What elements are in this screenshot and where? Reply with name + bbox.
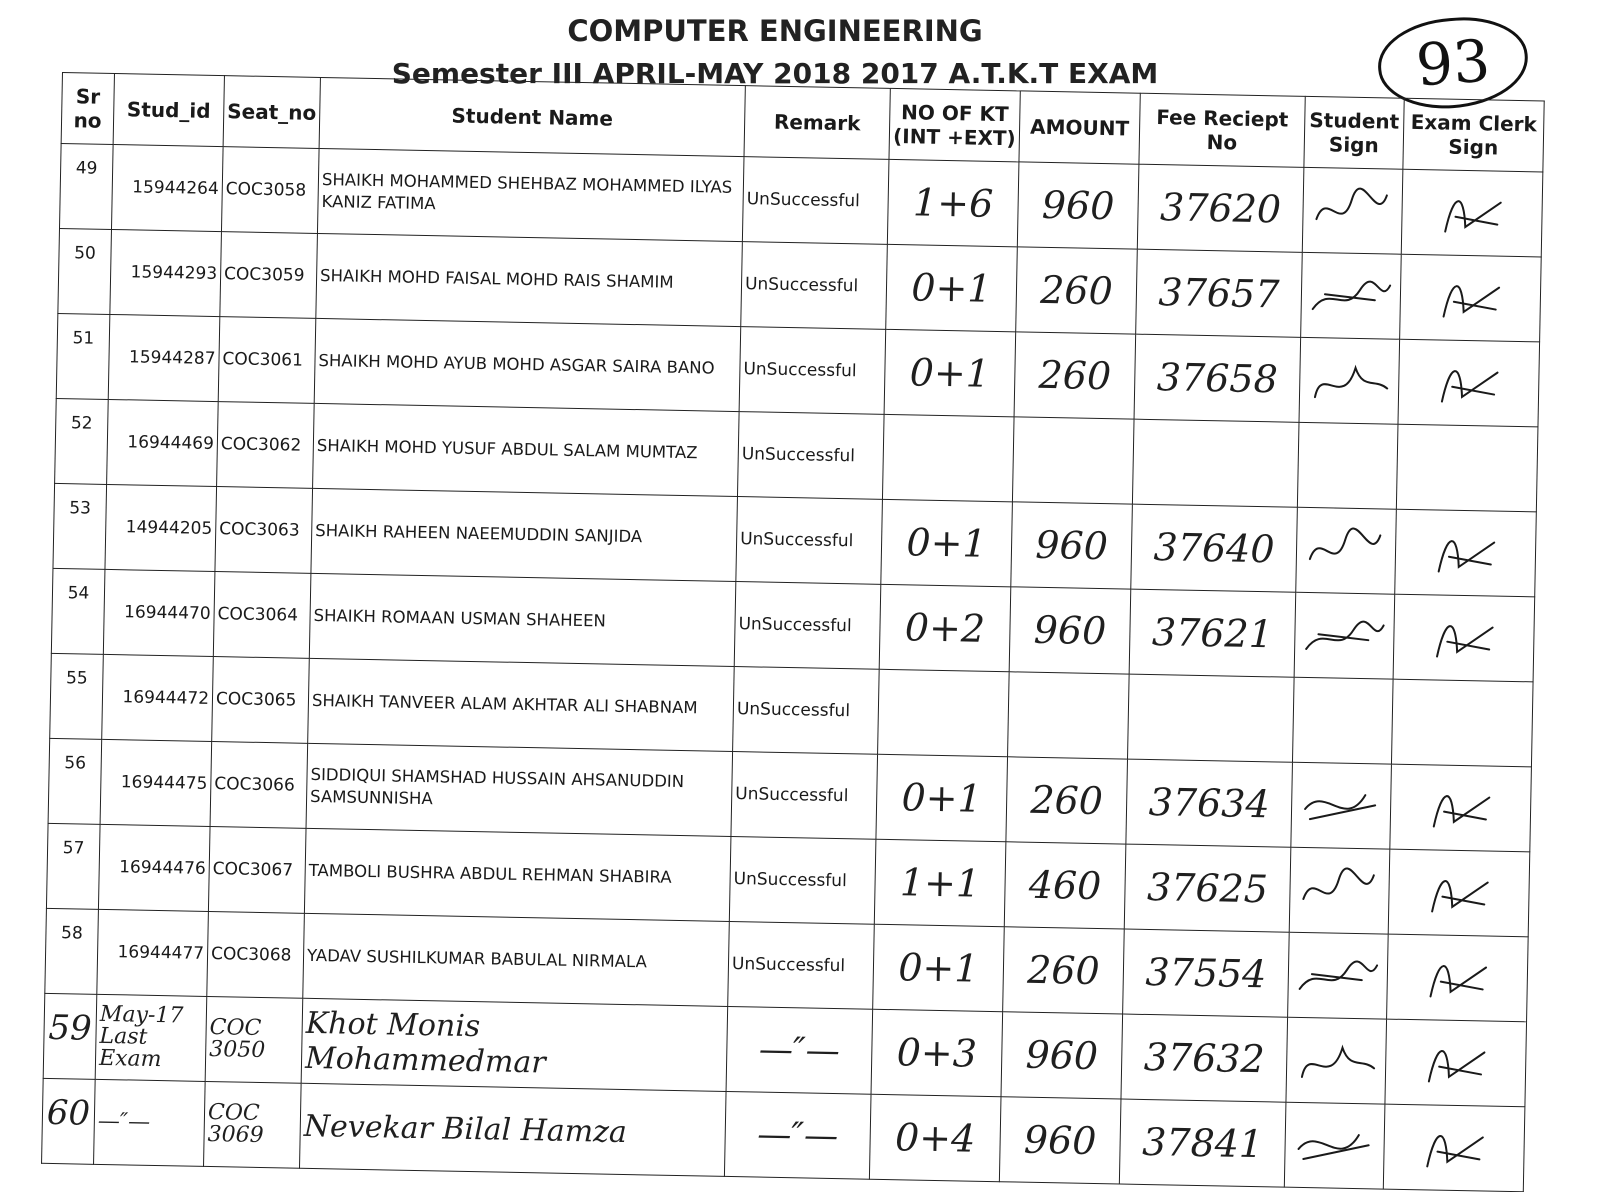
- cell-student-name: YADAV SUSHILKUMAR BABULAL NIRMALA: [303, 913, 730, 1006]
- cell-amount: 960: [1009, 587, 1131, 674]
- cell-stud-id: 15944287: [108, 314, 220, 401]
- cell-sr-no: 50: [58, 228, 112, 314]
- signature-stroke: [1316, 188, 1387, 221]
- cell-remark: UnSuccessful: [742, 157, 889, 245]
- signature-icon: [1397, 606, 1530, 671]
- signature-stroke: [1434, 796, 1490, 828]
- cell-student-sign: [1284, 1102, 1385, 1189]
- cell-sr-no: 52: [55, 398, 109, 484]
- cell-remark: —″—: [726, 1006, 873, 1094]
- cell-kt: 0+1: [881, 499, 1013, 586]
- cell-kt: 0+1: [886, 244, 1018, 331]
- cell-amount: 960: [999, 1097, 1121, 1184]
- cell-kt: 0+1: [873, 924, 1005, 1011]
- signature-stroke: [1427, 1136, 1483, 1168]
- cell-remark: UnSuccessful: [741, 242, 888, 330]
- cell-clerk-sign: [1393, 594, 1535, 682]
- header-amount: AMOUNT: [1019, 91, 1140, 164]
- cell-student-name: SHAIKH MOHD FAISAL MOHD RAIS SHAMIM: [316, 233, 743, 326]
- header-fee-receipt: Fee Reciept No: [1139, 93, 1305, 167]
- cell-student-name: SHAIKH MOHD YUSUF ABDUL SALAM MUMTAZ: [313, 403, 740, 496]
- cell-seat-no: COC3059: [220, 232, 318, 319]
- cell-remark: UnSuccessful: [739, 327, 886, 415]
- cell-seat-no: COC3066: [210, 741, 308, 828]
- cell-student-name: SHAIKH MOHD AYUB MOHD ASGAR SAIRA BANO: [314, 318, 741, 411]
- header-sr-no: Sr no: [61, 73, 114, 145]
- cell-fee-receipt: 37657: [1136, 249, 1303, 337]
- cell-amount: 260: [1014, 332, 1136, 419]
- cell-fee-receipt: 37634: [1126, 759, 1293, 847]
- page-number-mark: 93: [1375, 13, 1531, 113]
- signature-stroke: [1298, 1134, 1368, 1160]
- signature-stroke: [1313, 281, 1391, 311]
- signature-stroke: [1305, 794, 1375, 820]
- cell-sr-no: 57: [46, 823, 100, 909]
- signature-icon: [1387, 1116, 1520, 1181]
- cell-kt: 0+1: [884, 329, 1016, 416]
- cell-seat-no: COC3065: [212, 657, 310, 744]
- cell-kt: 0+3: [871, 1009, 1003, 1096]
- cell-sr-no: 54: [51, 568, 105, 654]
- cell-student-name: SHAIKH TANVEER ALAM AKHTAR ALI SHABNAM: [308, 658, 735, 751]
- cell-student-sign: [1288, 932, 1389, 1019]
- cell-student-sign: [1302, 167, 1403, 254]
- signature-stroke: [1303, 868, 1374, 901]
- signature-stroke: [1300, 960, 1378, 990]
- header-remark: Remark: [744, 86, 890, 160]
- cell-clerk-sign: [1387, 934, 1529, 1022]
- signature-stroke: [1431, 966, 1487, 998]
- cell-fee-receipt: 37658: [1134, 334, 1301, 422]
- signature-icon: [1389, 1031, 1522, 1096]
- cell-clerk-sign: [1391, 679, 1533, 767]
- cell-clerk-sign: [1395, 509, 1537, 597]
- signature-stroke: [1302, 1047, 1375, 1078]
- signature-stroke: [1432, 881, 1488, 913]
- cell-student-sign: [1301, 252, 1402, 339]
- cell-amount: [1008, 672, 1130, 759]
- cell-fee-receipt: 37625: [1124, 844, 1291, 932]
- cell-seat-no: COC3061: [218, 317, 316, 404]
- signature-icon: [1398, 521, 1531, 586]
- cell-student-name: SHAIKH ROMAAN USMAN SHAHEEN: [309, 573, 736, 666]
- cell-sr-no: 53: [53, 483, 107, 569]
- signature-stroke: [1439, 541, 1495, 573]
- cell-seat-no: COC3064: [213, 572, 311, 659]
- signature-stroke: [1429, 1051, 1485, 1083]
- cell-clerk-sign: [1385, 1019, 1527, 1107]
- cell-sr-no: 55: [50, 653, 104, 739]
- cell-clerk-sign: [1400, 254, 1542, 342]
- cell-student-name: Khot Monis Mohammedmar: [301, 998, 728, 1091]
- cell-clerk-sign: [1398, 339, 1540, 427]
- cell-student-sign: [1286, 1017, 1387, 1104]
- cell-kt: 0+1: [876, 754, 1008, 841]
- cell-seat-no: COC3058: [221, 147, 319, 234]
- header-student-sign: Student Sign: [1304, 96, 1404, 169]
- cell-stud-id: 15944264: [111, 144, 223, 231]
- table-body: [42, 143, 1543, 1191]
- cell-kt: [882, 414, 1014, 501]
- cell-kt: [878, 669, 1010, 756]
- cell-fee-receipt: 37620: [1137, 164, 1304, 252]
- student-table: [41, 72, 1545, 1192]
- cell-amount: 460: [1004, 842, 1126, 929]
- cell-stud-id: 16944477: [97, 909, 209, 996]
- header-seat-no: Seat_no: [223, 76, 320, 149]
- cell-kt: 1+1: [874, 839, 1006, 926]
- cell-fee-receipt: [1128, 674, 1295, 762]
- signature-icon: [1291, 944, 1384, 1008]
- signature-stroke: [1444, 286, 1500, 318]
- cell-amount: 960: [1011, 502, 1133, 589]
- cell-fee-receipt: 37640: [1131, 504, 1298, 592]
- page-title: COMPUTER ENGINEERING: [567, 14, 983, 48]
- cell-student-sign: [1296, 507, 1397, 594]
- cell-stud-id: May-17 Last Exam: [95, 994, 207, 1081]
- cell-remark: UnSuccessful: [731, 751, 878, 839]
- signature-icon: [1390, 946, 1523, 1011]
- cell-clerk-sign: [1390, 764, 1532, 852]
- signature-icon: [1402, 351, 1535, 416]
- header-student-name: Student Name: [319, 77, 745, 156]
- cell-stud-id: 14944205: [105, 484, 217, 571]
- cell-remark: UnSuccessful: [734, 582, 881, 670]
- cell-seat-no: COC3063: [215, 487, 313, 574]
- cell-remark: UnSuccessful: [733, 667, 880, 755]
- cell-seat-no: COC 3050: [205, 996, 303, 1083]
- cell-stud-id: 16944475: [100, 739, 212, 826]
- cell-student-sign: [1292, 677, 1393, 764]
- cell-student-name: SHAIKH RAHEEN NAEEMUDDIN SANJIDA: [311, 488, 738, 581]
- cell-sr-no: 51: [56, 313, 110, 399]
- header-kt: NO OF KT (INT +EXT): [889, 88, 1020, 161]
- cell-seat-no: COC3067: [208, 826, 306, 913]
- cell-amount: 960: [1017, 162, 1139, 249]
- cell-remark: —″—: [724, 1091, 871, 1179]
- cell-fee-receipt: 37632: [1121, 1014, 1288, 1102]
- signature-icon: [1299, 519, 1392, 583]
- cell-remark: UnSuccessful: [736, 497, 883, 585]
- cell-student-sign: [1297, 422, 1398, 509]
- signature-icon: [1293, 859, 1386, 923]
- cell-amount: [1012, 417, 1134, 504]
- cell-amount: 260: [1003, 927, 1125, 1014]
- cell-sr-no: 58: [45, 908, 99, 994]
- signature-icon: [1288, 1114, 1381, 1178]
- cell-fee-receipt: 37841: [1119, 1099, 1286, 1187]
- cell-student-name: TAMBOLI BUSHRA ABDUL REHMAN SHABIRA: [304, 828, 731, 921]
- cell-fee-receipt: 37621: [1129, 589, 1296, 677]
- signature-icon: [1295, 774, 1388, 838]
- cell-clerk-sign: [1396, 424, 1538, 512]
- cell-seat-no: COC 3069: [204, 1081, 302, 1168]
- cell-remark: UnSuccessful: [737, 412, 884, 500]
- cell-amount: 260: [1006, 757, 1128, 844]
- signature-stroke: [1315, 367, 1388, 398]
- cell-amount: 960: [1001, 1012, 1123, 1099]
- cell-stud-id: —″—: [94, 1079, 206, 1166]
- cell-sr-no: 60: [42, 1078, 96, 1164]
- signature-icon: [1304, 264, 1397, 328]
- cell-sr-no: 49: [59, 143, 113, 229]
- page-subtitle: Semester III APRIL-MAY 2018 2017 A.T.K.T EXAM: [391, 57, 1159, 90]
- cell-kt: 0+4: [869, 1094, 1001, 1181]
- cell-student-name: SHAIKH MOHAMMED SHEHBAZ MOHAMMED ILYAS KANIZ FATIMA: [317, 148, 744, 241]
- signature-icon: [1403, 266, 1536, 331]
- cell-student-sign: [1294, 592, 1395, 679]
- cell-clerk-sign: [1401, 169, 1543, 257]
- cell-stud-id: 15944293: [110, 229, 222, 316]
- cell-stud-id: 16944470: [103, 569, 215, 656]
- cell-remark: UnSuccessful: [729, 836, 876, 924]
- signature-stroke: [1442, 371, 1498, 403]
- cell-seat-no: COC3062: [217, 402, 315, 489]
- signature-stroke: [1437, 626, 1493, 658]
- cell-kt: 0+2: [879, 584, 1011, 671]
- cell-student-name: Nevekar Bilal Hamza: [300, 1083, 727, 1176]
- signature-icon: [1394, 776, 1527, 841]
- cell-sr-no: 59: [43, 993, 97, 1079]
- signature-icon: [1405, 181, 1538, 246]
- header-stud-id: Stud_id: [113, 74, 224, 147]
- cell-clerk-sign: [1383, 1104, 1525, 1192]
- cell-clerk-sign: [1388, 849, 1530, 937]
- cell-kt: 1+6: [887, 159, 1019, 246]
- signature-icon: [1298, 604, 1391, 668]
- cell-stud-id: 16944476: [98, 824, 210, 911]
- cell-fee-receipt: 37554: [1123, 929, 1290, 1017]
- cell-remark: UnSuccessful: [728, 921, 875, 1009]
- signature-icon: [1290, 1029, 1383, 1093]
- cell-amount: 260: [1016, 247, 1138, 334]
- cell-seat-no: COC3068: [207, 911, 305, 998]
- signature-stroke: [1445, 201, 1501, 233]
- signature-stroke: [1306, 620, 1384, 650]
- cell-student-sign: [1289, 847, 1390, 934]
- cell-sr-no: 56: [48, 738, 102, 824]
- signature-icon: [1303, 349, 1396, 413]
- header-clerk-sign: Exam Clerk Sign: [1403, 98, 1544, 172]
- signature-icon: [1306, 179, 1399, 243]
- cell-student-name: SIDDIQUI SHAMSHAD HUSSAIN AHSANUDDIN SAMSUNNISHA: [306, 743, 733, 836]
- signature-icon: [1392, 861, 1525, 926]
- cell-fee-receipt: [1132, 419, 1299, 507]
- cell-stud-id: 16944472: [102, 654, 214, 741]
- cell-student-sign: [1299, 337, 1400, 424]
- cell-student-sign: [1291, 762, 1392, 849]
- signature-stroke: [1310, 528, 1381, 561]
- cell-stud-id: 16944469: [107, 399, 219, 486]
